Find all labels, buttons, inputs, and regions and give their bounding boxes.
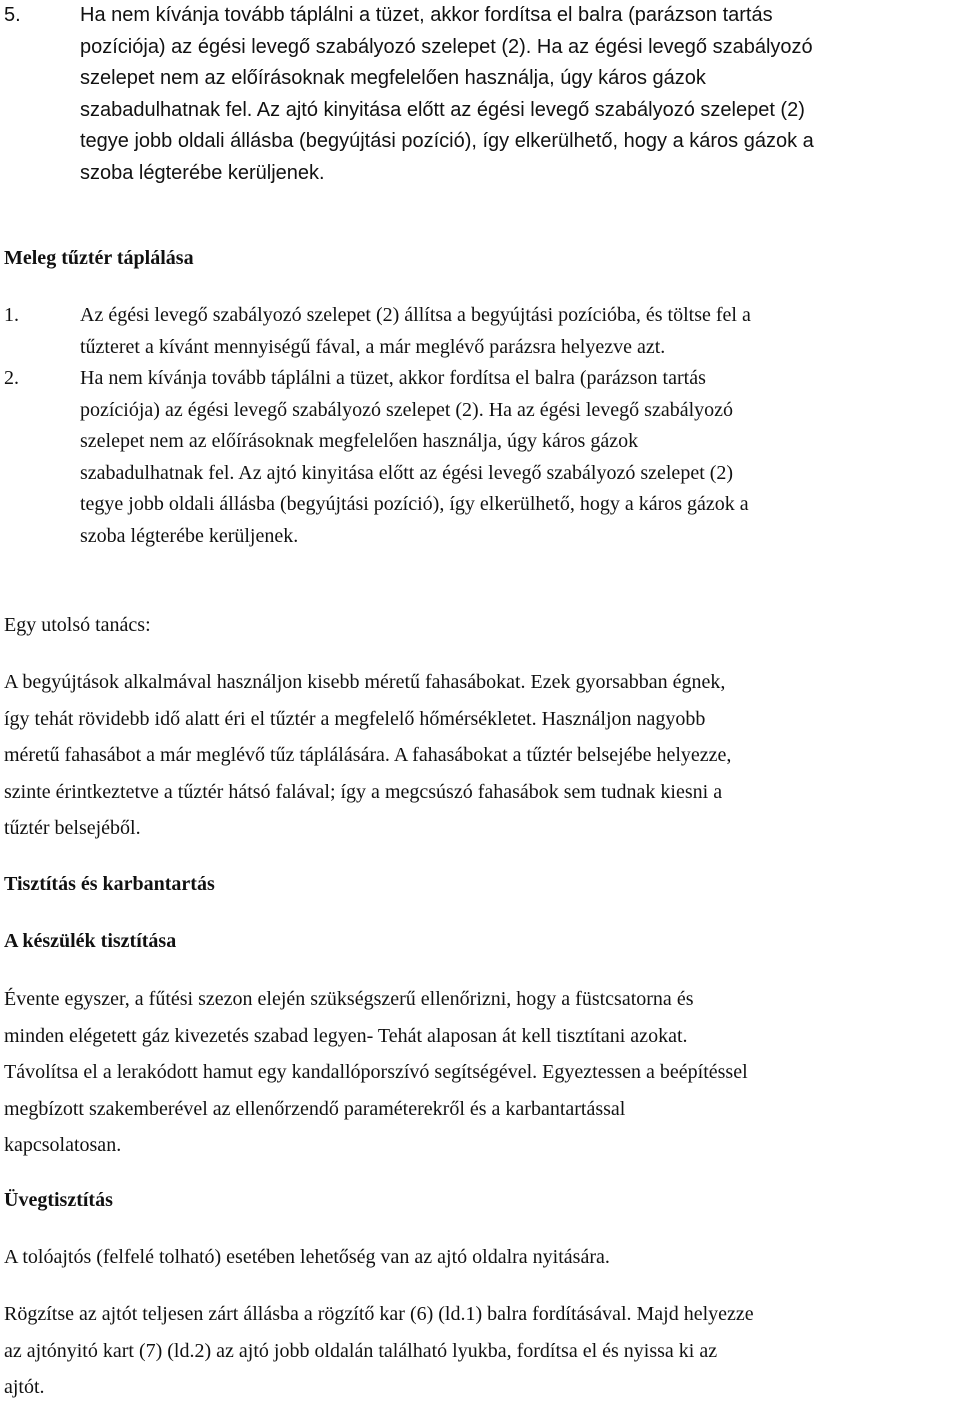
- section-heading-warm-firebox: Meleg tűztér táplálása: [4, 247, 194, 269]
- tip-paragraph: [4, 664, 954, 847]
- glass-paragraph: [4, 1296, 954, 1406]
- text-line: tűzteret a kívánt mennyiségű fával, a már meglévő parázsra helyezve azt.: [80, 335, 666, 358]
- text-line: pozíciója) az égési levegő szabályozó szelepet (2). Ha az égési levegő szabályozó: [80, 398, 734, 421]
- text-line: megbízott szakemberével az ellenőrzendő paraméterekről és a karbantartással: [4, 1097, 626, 1120]
- text-line: minden elégetett gáz kivezetés szabad legyen- Tehát alaposan át kell tisztítani azokat.: [4, 1024, 688, 1047]
- text-line: Ha nem kívánja tovább táplálni a tüzet, akkor fordítsa el balra (parázson tartás: [80, 367, 706, 389]
- text-line: szabadulhatnak fel. Az ajtó kinyitása előtt az égési levegő szabályozó szelepet (2): [80, 461, 734, 484]
- text-line: Távolítsa el a lerakódott hamut egy kandallóporszívó segítségével. Egyeztessen a beépítéssel: [4, 1061, 748, 1083]
- device-cleaning-paragraph: [4, 981, 954, 1164]
- text-line: tegye jobb oldali állásba (begyújtási pozíció), így elkerülhető, hogy a káros gázok a: [80, 493, 749, 515]
- text-line: A begyújtások alkalmával használjon kisebb méretű fahasábokat. Ezek gyorsabban égnek,: [4, 671, 726, 693]
- text-line: szoba légterébe kerüljenek.: [80, 524, 299, 547]
- text-line: az ajtónyitó kart (7) (ld.2) az ajtó jobb oldalán található lyukba, fordítsa el és nyissa ki az: [4, 1339, 718, 1362]
- text-line: szelepet nem az előírásoknak megfelelően használja, úgy káros gázok: [80, 67, 706, 89]
- text-line: szabadulhatnak fel. Az ajtó kinyitása előtt az égési levegő szabályozó szelepet (2): [80, 98, 805, 121]
- list-item-text: [80, 0, 946, 189]
- text-line: így tehát rövidebb idő alatt éri el tűztér a megfelelő hőmérsékletet. Használjon nagyobb: [4, 707, 706, 730]
- text-line: kapcsolatosan.: [4, 1134, 122, 1156]
- tip-label: Egy utolsó tanács:: [4, 614, 151, 636]
- section-heading-cleaning-maintenance: Tisztítás és karbantartás: [4, 873, 215, 895]
- list-number: 1.: [4, 304, 19, 326]
- list-item-text: [80, 300, 946, 363]
- text-line: Ha nem kívánja tovább táplálni a tüzet, akkor fordítsa el balra (parázson tartás: [80, 4, 773, 26]
- text-line: Rögzítse az ajtót teljesen zárt állásba a rögzítő kar (6) (ld.1) balra fordításával. Majd helyezze: [4, 1303, 754, 1325]
- text-line: méretű fahasábot a már meglévő tűz táplálására. A fahasábokat a tűztér belsejébe helyezze,: [4, 744, 732, 766]
- list-item-text: [80, 363, 946, 552]
- list-number: 2.: [4, 367, 19, 389]
- text-line: pozíciója) az égési levegő szabályozó szelepet (2). Ha az égési levegő szabályozó: [80, 35, 813, 58]
- text-line: Az égési levegő szabályozó szelepet (2) állítsa a begyújtási pozícióba, és töltse fel a: [80, 304, 751, 326]
- text-line: tegye jobb oldali állásba (begyújtási pozíció), így elkerülhető, hogy a káros gázok a: [80, 130, 814, 152]
- text-line: ajtót.: [4, 1376, 45, 1398]
- list-number: 5.: [4, 4, 21, 26]
- text-line: szinte érintkeztetve a tűztér hátsó falával; így a megcsúszó fahasábok sem tudnak kiesni a: [4, 780, 723, 803]
- text-line: tűztér belsejéből.: [4, 817, 141, 839]
- glass-intro-line: A tolóajtós (felfelé tolható) esetében lehetőség van az ajtó oldalra nyitására.: [4, 1246, 610, 1268]
- section-heading-glass-cleaning: Üvegtisztítás: [4, 1189, 113, 1211]
- text-line: szelepet nem az előírásoknak megfelelően használja, úgy káros gázok: [80, 430, 639, 452]
- text-line: szoba légterébe kerüljenek.: [80, 161, 325, 184]
- text-line: Évente egyszer, a fűtési szezon elején szükségszerű ellenőrizni, hogy a füstcsatorna és: [4, 988, 694, 1010]
- section-heading-device-cleaning: A készülék tisztítása: [4, 930, 177, 952]
